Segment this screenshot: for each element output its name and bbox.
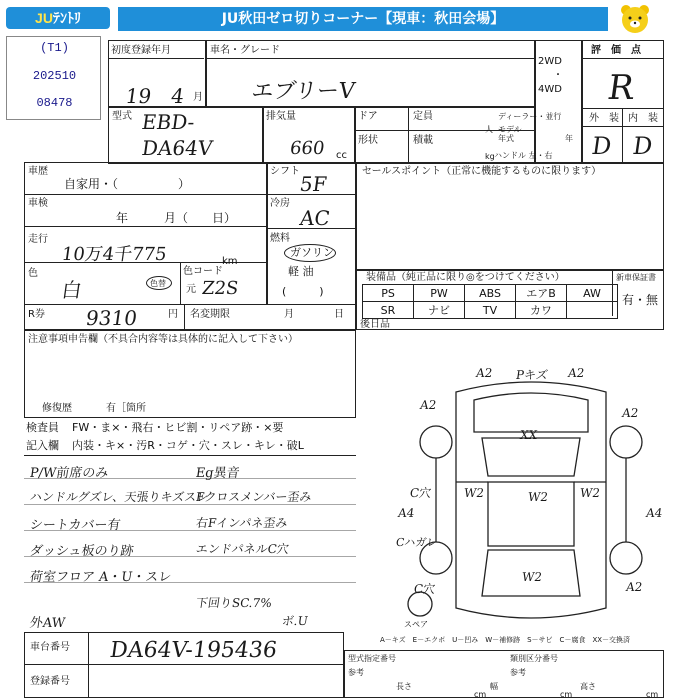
shift-label: シフト	[270, 166, 300, 177]
fuel-other-label: ( )	[282, 285, 324, 298]
note-2: ハンドルグズレ、天張りキズスレ	[28, 490, 210, 504]
mascot-icon	[618, 2, 652, 34]
lot-id-box	[6, 36, 101, 120]
interior-label: 内 装	[628, 113, 658, 124]
notes-label: 注意事項申告欄（不具合内容等は具体的に記入して下さい）	[28, 334, 298, 345]
category-label: 類別区分番号	[510, 654, 558, 663]
dealer-label: ディーラー・並行	[498, 112, 562, 121]
note-r4: エンドパネルC穴	[194, 542, 290, 556]
shape-label: 形状	[358, 135, 378, 146]
options-table	[362, 284, 618, 319]
recycle-label: R券	[28, 309, 45, 320]
opt-abs: ABS	[465, 285, 516, 302]
diag-c-ana: C穴	[408, 486, 433, 500]
mileage-value: 10万4千775	[60, 244, 168, 265]
diag-l1: A2	[419, 398, 438, 412]
color-value: 白	[60, 278, 84, 302]
interior-value: D	[631, 132, 655, 160]
color-code-label: 色コード	[183, 266, 223, 277]
cm-2: cm	[560, 690, 573, 699]
ref-label-2: 参考	[510, 668, 526, 677]
history-label: 車歴	[28, 166, 48, 177]
inspection-label: 車検	[28, 198, 48, 209]
day-unit: 日	[334, 309, 344, 320]
length-label: 長さ	[396, 682, 412, 691]
lot-id-2: 202510	[32, 69, 77, 83]
handle-label: ハンドル 左・右	[494, 151, 553, 160]
ac-value: AC	[298, 206, 332, 230]
color-change-label: 色替	[150, 279, 166, 288]
note-6: 外AW	[28, 616, 67, 631]
exterior-value: D	[590, 132, 614, 160]
diag-r1: A2	[621, 406, 640, 420]
diag-w2c: W2	[579, 486, 601, 500]
entry-label: 記入欄	[26, 439, 59, 452]
load-label: 積載	[413, 135, 433, 146]
dot-label: ・	[553, 70, 563, 81]
sales-point-frame	[356, 162, 664, 270]
grade-value: R	[605, 68, 637, 108]
diag-c-ana2: C穴	[412, 582, 437, 596]
private-use-label: 自家用・（ ）	[64, 177, 191, 191]
door-label: ドア	[358, 111, 378, 122]
fuel-label: 燃料	[270, 233, 290, 244]
inspector-row: FW・ま×・飛右・ヒビ割・リペア跡・×要	[72, 421, 284, 434]
logo: JUﾃﾝﾄﾘ	[6, 7, 110, 29]
mileage-label: 走行	[28, 234, 48, 245]
type-designation-label: 型式指定番号	[348, 654, 396, 663]
ref-label: 参考	[348, 668, 364, 677]
opt-aw: AW	[567, 285, 618, 302]
chassis-value: DA64V-195436	[108, 638, 279, 663]
yen-unit: 円	[168, 309, 178, 320]
diag-w2d: W2	[521, 570, 543, 584]
cm-3: cm	[646, 690, 659, 699]
lot-id-1: (T1)	[40, 41, 69, 55]
note-r3: 右Fインパネ歪み	[194, 516, 289, 530]
shift-value: 5F	[298, 172, 329, 196]
diag-a4r: A4	[645, 506, 664, 520]
displacement-label: 排気量	[266, 111, 296, 122]
opt-navi: ナビ	[414, 302, 465, 319]
diag-top3: A2	[567, 366, 586, 380]
exterior-label: 外 装	[589, 113, 619, 124]
recycle-value: 9310	[84, 306, 139, 330]
fuel-value: ガソリン	[290, 246, 334, 259]
inspection-date-label: 年 月（ 日）	[116, 211, 237, 225]
opt-blank	[567, 302, 618, 319]
month-unit: 月	[284, 309, 294, 320]
entry-row: 内装・キ×・汚R・コゲ・穴・スレ・キレ・破L	[72, 439, 304, 452]
type-value-2: DA64V	[140, 136, 215, 160]
diag-a4l: A4	[397, 506, 416, 520]
later-items-label: 後日品	[360, 319, 390, 330]
note-r1: Eg異音	[194, 466, 241, 481]
first-reg-value: 19 4	[124, 84, 186, 108]
opt-sr: SR	[363, 302, 414, 319]
model-label: モデル	[498, 125, 522, 134]
original-label: 元	[186, 284, 196, 295]
opt-tv: TV	[465, 302, 516, 319]
diag-c-hagare: Cハガレ	[395, 536, 439, 549]
capacity-label: 定員	[413, 111, 433, 122]
note-5: 荷室フロア A・U・スレ	[28, 570, 173, 585]
opt-airbag: エアB	[516, 285, 567, 302]
cm-1: cm	[474, 690, 487, 699]
grade-label: 評 価 点	[591, 45, 641, 56]
note-3: シートカバー有	[28, 518, 122, 533]
name-change-label: 名変期限	[190, 309, 230, 320]
legend: A－キズ E－エクボ U－凹み W－補修跡 S－サビ C－腐食 XX－交換済	[380, 636, 631, 644]
ac-label: 冷房	[270, 198, 290, 209]
note-r5: 下回りSC.7%	[194, 596, 273, 610]
diesel-label: 軽 油	[288, 265, 314, 278]
opt-ps: PS	[363, 285, 414, 302]
type-label: 型式	[112, 111, 132, 122]
note-r6: ボ.U	[280, 614, 309, 628]
diag-w2b: W2	[527, 490, 549, 504]
model-name-value: エブリーV	[249, 79, 357, 104]
type-value-1: EBD-	[140, 110, 197, 134]
spare-label: スペア	[404, 620, 428, 629]
diag-xx: XX	[519, 428, 539, 442]
opt-pw: PW	[414, 285, 465, 302]
first-reg-month: 月	[193, 92, 203, 103]
displacement-value: 660	[288, 138, 326, 159]
repair-history-label: 修復歴	[42, 403, 72, 414]
diag-w2a: W2	[463, 486, 485, 500]
reg-number-label: 登録番号	[30, 676, 70, 687]
lot-id-3: 08478	[36, 96, 73, 110]
note-4: ダッシュ板のり跡	[28, 544, 135, 559]
diag-top2: Pキズ	[514, 368, 549, 382]
diag-top1: A2	[475, 366, 494, 380]
color-label: 色	[28, 268, 38, 279]
cc-label: cc	[336, 150, 347, 161]
model-grade-label: 車名・グレード	[210, 45, 280, 56]
kg-unit: kg	[485, 152, 495, 161]
first-reg-label: 初度登録年月	[111, 45, 171, 56]
year-label: 年式	[498, 134, 514, 143]
opt-leather: カワ	[516, 302, 567, 319]
note-r2: Fクロスメンバー歪み	[194, 490, 313, 504]
chassis-label: 車台番号	[30, 642, 70, 653]
4wd-label: 4WD	[538, 84, 562, 95]
inspector-label: 検査員	[26, 421, 59, 434]
warranty-label: 新車保証書	[616, 273, 656, 282]
note-1: P/W前席のみ	[28, 466, 110, 481]
header-title: JU秋田ゼロ切りコーナー【現車：秋田会場】	[118, 7, 608, 31]
color-code-value: Z2S	[200, 278, 240, 299]
options-label: 装備品（純正品に限り◎をつけてください）	[366, 272, 565, 283]
year-unit: 年	[565, 134, 573, 143]
2wd-label: 2WD	[538, 56, 562, 67]
person-unit: 人	[485, 125, 493, 134]
sales-point-label: セールスポイント（正常に機能するものに限ります）	[362, 166, 602, 177]
height-label: 高さ	[580, 682, 596, 691]
width-label: 幅	[490, 682, 498, 691]
km-unit: km	[222, 256, 238, 267]
repair-yes-label: 有［箇所	[106, 403, 146, 414]
diag-a2b: A2	[625, 580, 644, 594]
warranty-value: 有・無	[622, 293, 659, 307]
